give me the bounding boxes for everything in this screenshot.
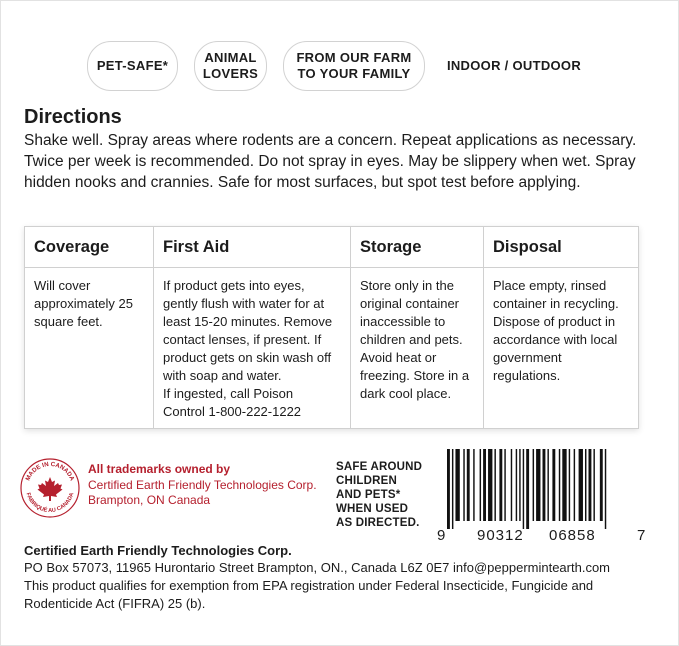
- coverage-cell: Will cover approximately 25 square feet.: [25, 268, 154, 429]
- badge-label: PET-SAFE*: [96, 58, 169, 73]
- barcode-bar: [447, 449, 450, 529]
- storage-header: Storage: [351, 227, 484, 268]
- table-header-row: [25, 227, 639, 268]
- directions-text: Shake well. Spray areas where rodents are a concern. Repeat applications as necessary. Twice per week is recommended. Do not spray in eyes. May be slippery when wet. Spray hidden nooks and crannies. Safe for most surfaces, but spot test before applying.: [24, 132, 637, 191]
- barcode-digit-check: 7: [637, 527, 647, 544]
- indoor-outdoor-badge: [439, 41, 589, 91]
- seal-bottom-text: FABRIQUÉ AU CANADA: [24, 492, 76, 515]
- trademark-location: Brampton, ON Canada: [88, 493, 211, 507]
- barcode-bar: [455, 449, 459, 521]
- barcode-bar: [559, 449, 560, 521]
- disposal-cell: Place empty, rinsed container in recycling. Dispose of product in accordance with local government regulations.: [493, 278, 619, 383]
- barcode-bar: [504, 449, 505, 521]
- info-table: [24, 226, 639, 429]
- epa-exemption-note: This product qualifies for exemption from EPA registration under Federal Insecticide, Fungicide and Rodenticide Act (FIFRA) 25 (b).: [24, 578, 594, 611]
- barcode-bar: [473, 449, 474, 521]
- barcode-bar: [452, 449, 453, 529]
- animal-lovers-badge: [194, 41, 267, 91]
- barcode-bar: [552, 449, 555, 521]
- storage-cell: Store only in the original container inaccessible to children and pets. Avoid heat or freezing. Store in a dark cool place.: [351, 268, 484, 429]
- barcode-bar: [600, 449, 603, 521]
- barcode-bar: [467, 449, 470, 521]
- barcode-bar: [526, 449, 529, 529]
- directions-title: Directions: [24, 106, 122, 128]
- barcode-bar: [562, 449, 566, 521]
- barcode-bar: [494, 449, 495, 521]
- maple-leaf-icon: [38, 477, 63, 501]
- barcode-bar: [589, 449, 592, 521]
- barcode-bar: [483, 449, 486, 521]
- barcode-bar: [536, 449, 540, 521]
- barcode-bar: [574, 449, 575, 521]
- barcode-bar: [519, 449, 520, 521]
- disposal-header: Disposal: [484, 227, 639, 268]
- barcode-bar: [463, 449, 464, 521]
- barcode: [437, 449, 649, 549]
- farm-to-family-badge: [283, 41, 425, 91]
- pet-safe-badge: [87, 41, 178, 91]
- coverage-header: Coverage: [25, 227, 154, 268]
- barcode-bar: [488, 449, 492, 521]
- trademark-owner: Certified Earth Friendly Technologies Corp.: [88, 478, 317, 492]
- barcode-digits-right: 06858: [549, 527, 596, 544]
- barcode-bar: [523, 449, 524, 529]
- barcode-digits-left: 90312: [477, 527, 524, 544]
- barcode-bar: [579, 449, 583, 521]
- barcode-bar: [533, 449, 534, 521]
- safety-note: SAFE AROUND CHILDREN AND PETS* WHEN USED AS DIRECTED.: [336, 461, 423, 529]
- barcode-bar: [593, 449, 594, 521]
- company-address: PO Box 57073, 11965 Hurontario Street Brampton, ON., Canada L6Z 0E7 info@peppermintearth.com: [24, 560, 611, 575]
- barcode-bar: [516, 449, 517, 521]
- badge-label: ANIMAL LOVERS: [202, 50, 259, 81]
- barcode-bar: [543, 449, 546, 521]
- made-in-canada-seal: [19, 457, 81, 519]
- barcode-bars: [437, 449, 649, 529]
- badge-label: INDOOR / OUTDOOR: [446, 58, 582, 73]
- barcode-digit-lead: 9: [437, 527, 447, 544]
- first-aid-header: First Aid: [154, 227, 351, 268]
- table-row: [25, 268, 639, 429]
- barcode-bar: [585, 449, 586, 521]
- barcode-bar: [569, 449, 570, 521]
- badge-label: FROM OUR FARM TO YOUR FAMILY: [296, 50, 412, 81]
- company-name: Certified Earth Friendly Technologies Corp.: [24, 543, 292, 558]
- trademark-title: All trademarks owned by: [88, 462, 231, 476]
- barcode-bar: [547, 449, 548, 521]
- first-aid-cell: If product gets into eyes, gently flush with water for at least 15-20 minutes. Remove contact lenses, if present. If product gets on skin wash off with soap and water. If ingested, call Poison Control 1-800-222-1222: [154, 268, 351, 429]
- barcode-bar: [499, 449, 502, 521]
- barcode-bar: [511, 449, 512, 521]
- barcode-bar: [605, 449, 606, 529]
- seal-top-text: MADE IN CANADA: [24, 460, 76, 482]
- barcode-bar: [480, 449, 481, 521]
